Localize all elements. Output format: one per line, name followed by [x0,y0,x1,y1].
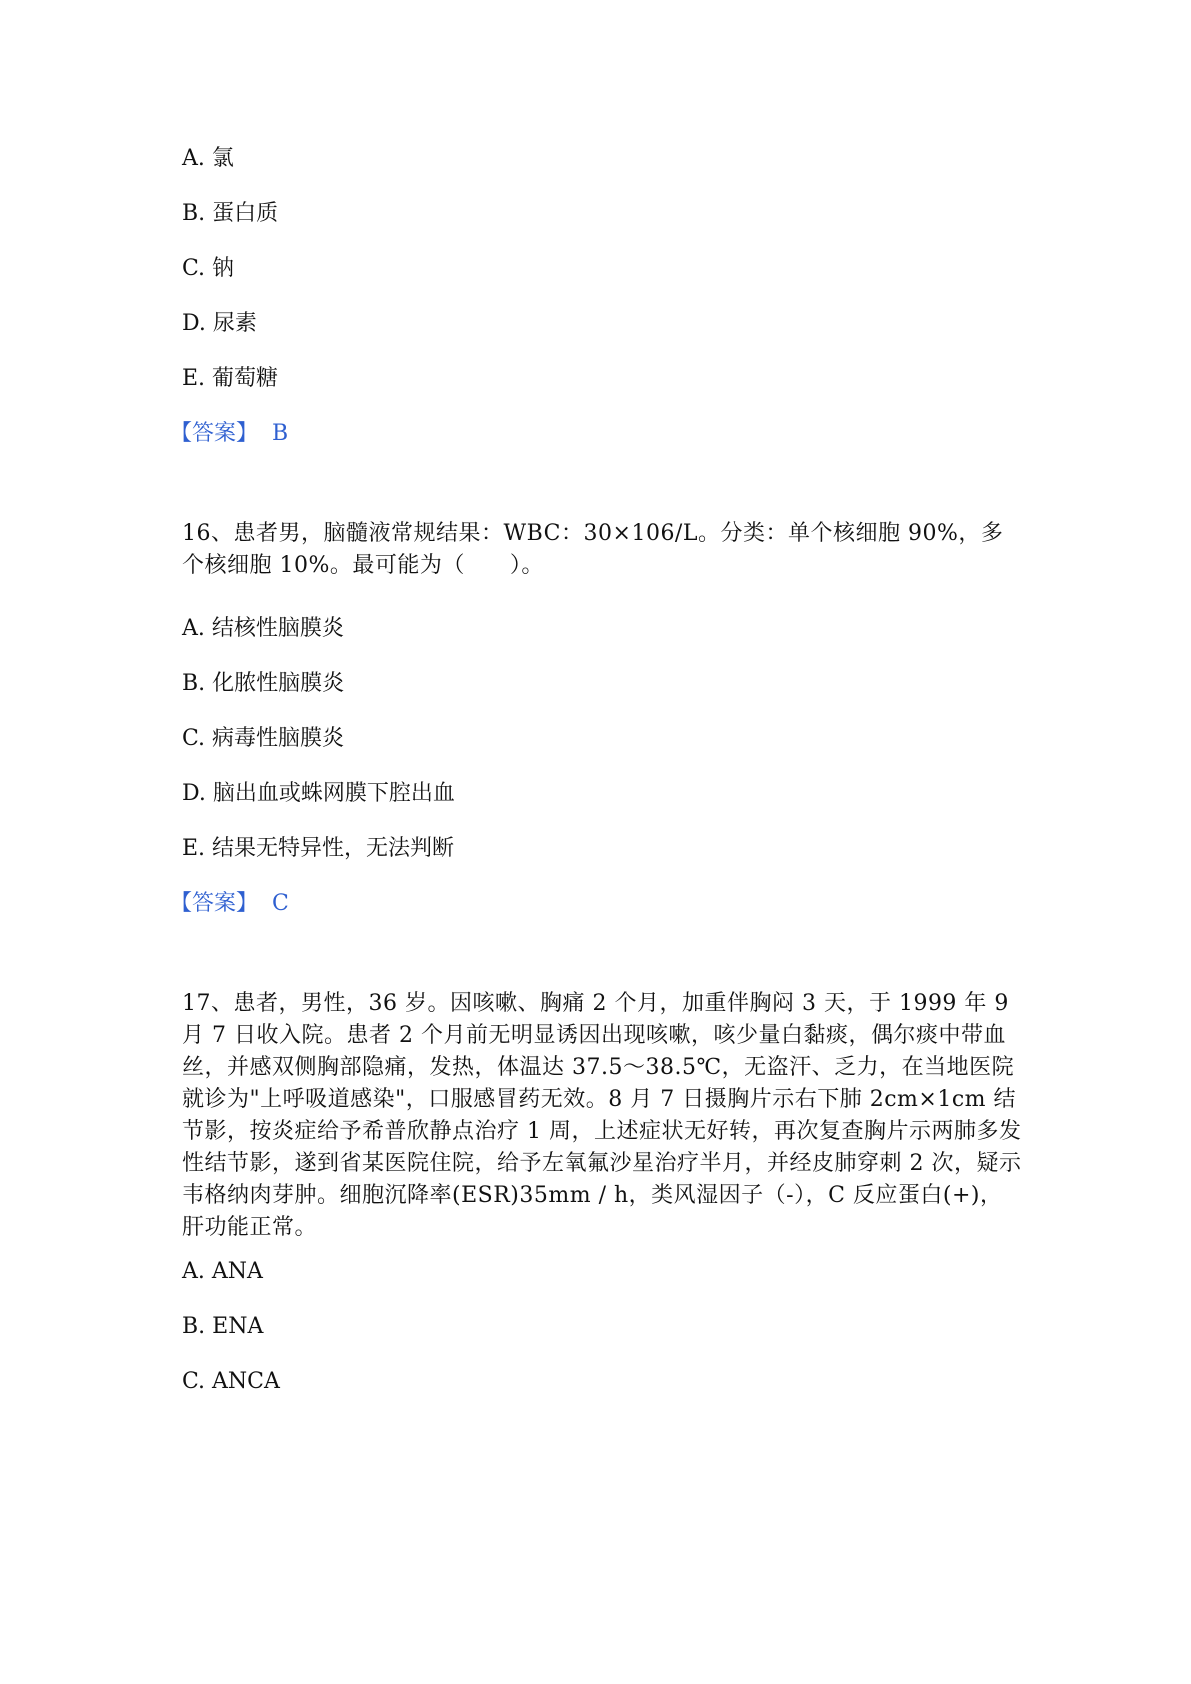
q16-option-b: B. 化脓性脑膜炎 [182,671,345,696]
q16-option-c: C. 病毒性脑膜炎 [182,726,345,751]
q16-option-e: E. 结果无特异性，无法判断 [182,836,455,861]
q15-answer [170,419,288,449]
q16-option-d: D. 脑出血或蛛网膜下腔出血 [182,781,455,806]
q16-answer-value: C [272,891,289,916]
q17-option-c: C. ANCA [182,1369,280,1394]
q17-stem: 17、患者，男性，36 岁。因咳嗽、胸痛 2 个月，加重伴胸闷 3 天，于 1999 年 9 月 7 日收入院。患者 2 个月前无明显诱因出现咳嗽，咳少量白黏痰，偶尔痰中带血丝，并感双侧胸部隐痛，发热，体温达 37.5～38.5℃，无盗汗、乏力，在当地医院就诊为"上呼吸道感染"，口服感冒药无效。8 月 7 日摄胸片示右下肺 2cm×1cm 结节影，按炎症给予希普欣静点治疗 1 周，上述症状无好转，再次复查胸片示两肺多发性结节影，遂到省某医院住院，给予左氧氟沙星治疗半月，并经皮肺穿刺 2 次，疑示韦格纳肉芽肿。细胞沉降率(ESR)35mm / h，类风湿因子（-），C 反应蛋白(+)，肝功能正常。 [182,991,1022,1240]
q15-option-c: C. 钠 [182,256,235,281]
q15-answer-label: 【答案】 [170,421,259,446]
q16-answer-label: 【答案】 [170,891,259,916]
q16-stem: 16、患者男，脑髓液常规结果：WBC：30×106/L。分类：单个核细胞 90%，多个核细胞 10%。最可能为（ ）。 [182,521,1004,578]
q15-option-d: D. 尿素 [182,311,257,336]
q15-answer-value: B [272,421,289,446]
q17-option-b: B. ENA [182,1314,264,1339]
q16-option-a: A. 结核性脑膜炎 [182,616,344,641]
q15-option-a: A. 氯 [182,146,234,171]
q17-option-a: A. ANA [182,1259,263,1284]
q16-answer [170,889,289,919]
q15-option-e: E. 葡萄糖 [182,366,279,391]
q15-option-b: B. 蛋白质 [182,201,279,226]
